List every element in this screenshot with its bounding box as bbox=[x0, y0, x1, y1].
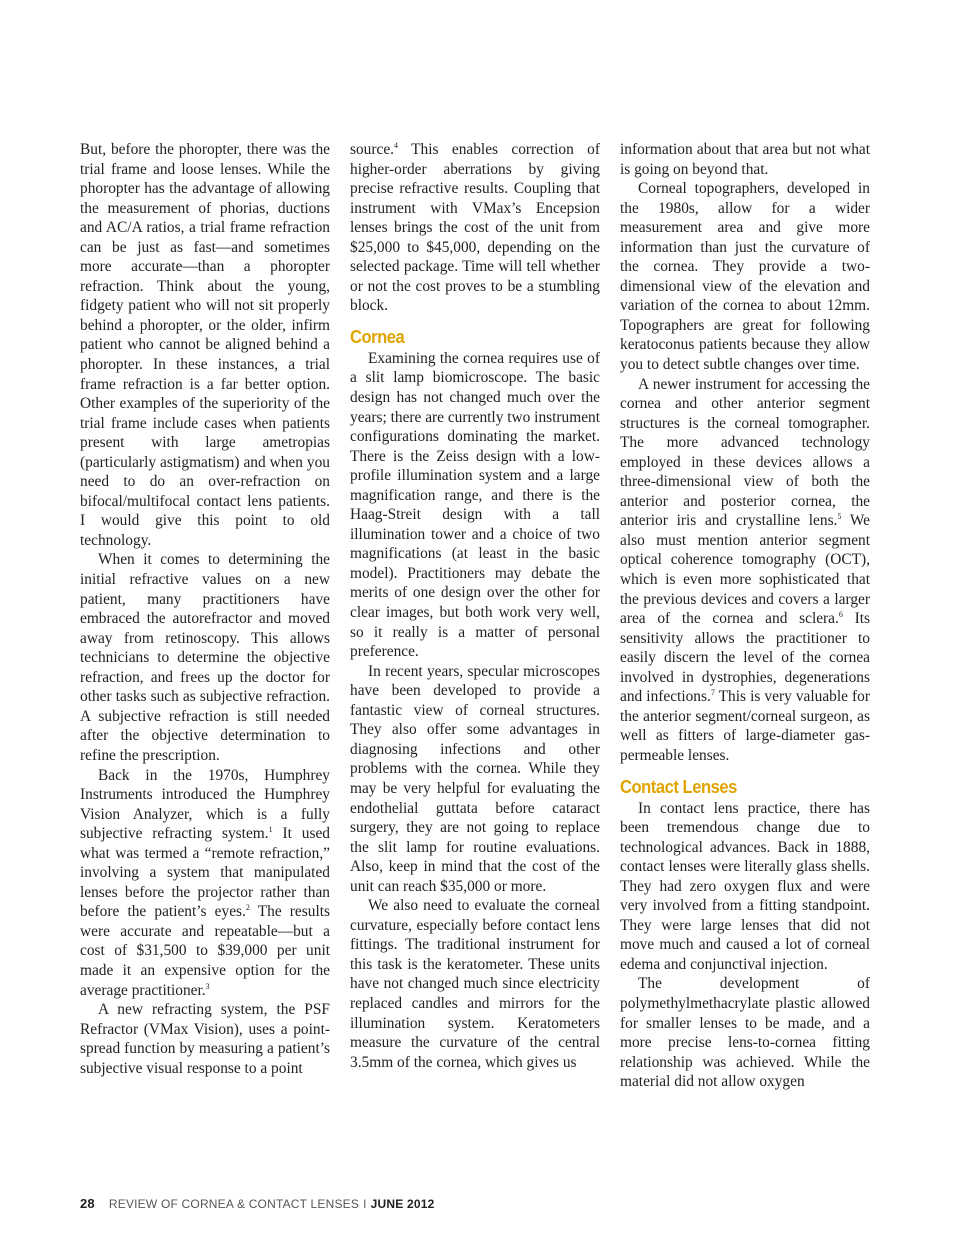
section-heading: Cornea bbox=[350, 326, 405, 347]
paragraph bbox=[80, 140, 330, 550]
paragraph bbox=[350, 662, 600, 897]
paragraph-text: The development of polymethylmethacrylate plastic allowed for smaller lenses to be made, and a more precise lens-to-cornea fitting relationship was achieved. While the material did not allow oxygen bbox=[620, 975, 870, 1091]
paragraph-text: Back in the 1970s, Humphrey Instruments introduced the Humphrey Vision Analyzer, which is a fully subjective refracting system. bbox=[80, 766, 330, 843]
article-column-3 bbox=[620, 140, 870, 1092]
paragraph-text: information about that area but not what is going on beyond that. bbox=[620, 141, 870, 178]
paragraph-text: Examining the cornea requires use of a slit lamp biomicroscope. The basic design has not changed much over the years; there are currently two instrument configurations dominating the market. There is the Zeiss design with a low-profile illumination system and a large magnification range, and there is the Haag-Streit design with a tall illumination tower and a choice of two magnifications (at least in the basic model). Practitioners may debate the merits of one design over the other for clear images, but both work very well, so it really is a matter of personal preference. bbox=[350, 349, 601, 661]
paragraph-text: It used what was termed a “remote refraction,” involving a system that manipulated lenses before the projector rather than before the patient’s eyes. bbox=[80, 825, 330, 921]
page-footer bbox=[80, 1196, 434, 1211]
paragraph-text: A new refracting system, the PSF Refractor (VMax Vision), uses a point-spread function by measuring a patient’s subjective visual response to a point bbox=[80, 1001, 330, 1077]
citation-superscript: 2 bbox=[245, 903, 250, 913]
paragraph bbox=[80, 550, 330, 765]
paragraph-text: This is very valuable for the anterior segment/corneal surgeon, as well as fitters of large-diameter gas-permeable lenses. bbox=[620, 688, 871, 764]
citation-superscript: 6 bbox=[838, 610, 843, 619]
paragraph-text: We also need to evaluate the corneal curvature, especially before contact lens fittings. The traditional instrument for this task is the keratometer. These units have not changed much since electricity replaced candles and mirrors for the illumination system. Keratometers measure the curvature of the central 3.5mm of the cornea, which gives us bbox=[350, 897, 600, 1071]
paragraph bbox=[350, 349, 600, 662]
article-column-1 bbox=[80, 140, 330, 1078]
citation-superscript: 1 bbox=[268, 825, 273, 835]
issue-date: JUNE 2012 bbox=[370, 1197, 435, 1211]
page-number: 28 bbox=[80, 1196, 95, 1211]
paragraph-text: Its sensitivity allows the practitioner to easily discern the level of the cornea involved in dystrophies, degenerations and infections. bbox=[620, 610, 870, 706]
paragraph bbox=[620, 799, 870, 975]
paragraph bbox=[350, 140, 600, 316]
paragraph-text: This enables correction of higher-order aberrations by giving precise refractive results. Coupling that instrument with VMax’s Encepsion lenses brings the cost of the unit from $25,000 to $45,000, depending on the selected package. Time will tell whether or not the cost proves to be a stumbling block. bbox=[350, 141, 600, 315]
paragraph-text: In contact lens practice, there has been tremendous change due to technological advances. Back in 1888, contact lenses were literally glass shells. They had zero oxygen flux and were very involved from a fitting standpoint. They were large lenses that did not move much and caused a lot of corneal edema and conjunctival injection. bbox=[620, 799, 870, 973]
citation-superscript: 3 bbox=[205, 981, 210, 991]
paragraph-text: A newer instrument for accessing the cornea and other anterior segment structures is the corneal tomographer. The more advanced technology employed in these devices allows a three-dimensional view of both the anterior and posterior cornea, the anterior iris and crystalline lens. bbox=[620, 375, 870, 530]
footer-separator: I bbox=[363, 1197, 367, 1211]
paragraph bbox=[80, 766, 330, 1001]
paragraph-text: source. bbox=[350, 141, 395, 158]
paragraph-text: In recent years, specular microscopes have been developed to provide a fantastic view of corneal structures. They also offer some advantages in diagnosing infections and other problems with the cornea. While they may be very helpful for evaluating the endothelial guttata before cataract surgery, they are not going to replace the slit lamp for routine evaluations. Also, keep in mind that the cost of the unit can reach $35,000 or more. bbox=[350, 662, 600, 895]
journal-name: REVIEW OF CORNEA & CONTACT LENSES bbox=[108, 1197, 360, 1211]
section-heading: Contact Lenses bbox=[620, 776, 737, 797]
citation-superscript: 7 bbox=[710, 688, 715, 698]
paragraph bbox=[350, 896, 600, 1072]
paragraph bbox=[620, 179, 870, 374]
paragraph-text: When it comes to determining the initial refractive values on a new patient, many practitioners have embraced the autorefractor and moved away from retinoscopy. This allows technicians to determine the objective refraction, and frees up the doctor for other tasks such as subjective refraction. A subjective refraction is still needed after the objective determination to refine the prescription. bbox=[80, 551, 330, 764]
paragraph bbox=[620, 375, 870, 766]
paragraph bbox=[620, 974, 870, 1091]
paragraph-text: But, before the phoropter, there was the trial frame and loose lenses. While the phoropter has the advantage of allowing the measurement of phorias, ductions and AC/A ratios, a trial frame refraction can be just as fast—and sometimes more accurate—than a phoropter refraction. Think about the young, fidgety patient who will not sit properly behind a phoropter, or the older, infirm patient who cannot be aligned behind a phoropter. In these instances, a trial frame refraction is a far better option. Other examples of the superiority of the trial frame include cases when patients present with large ametropias (particularly astigmatism) and when you need to do an over-refraction on bifocal/multifocal contact lens patients. I would give this point to old technology. bbox=[80, 141, 330, 549]
citation-superscript: 5 bbox=[837, 512, 842, 522]
paragraph bbox=[80, 1000, 330, 1078]
paragraph-text: We also must mention anterior segment optical coherence tomography (OCT), which is even more sophisticated that the previous devices and covers a larger area of the cornea and sclera. bbox=[620, 512, 870, 628]
paragraph bbox=[620, 140, 870, 179]
paragraph-text: The results were accurate and repeatable—but a cost of $31,500 to $39,000 per unit made it an expensive option for the average practitioner. bbox=[80, 903, 330, 999]
paragraph-text: Corneal topographers, developed in the 1980s, allow for a wider measurement area and give more information than just the curvature of the cornea. They provide a two-dimensional view of the elevation and variation of the cornea to about 12mm. Topographers are great for following keratoconus patients because they allow you to detect subtle changes over time. bbox=[620, 180, 870, 374]
article-column-2 bbox=[350, 140, 600, 1072]
citation-superscript: 4 bbox=[394, 140, 399, 150]
